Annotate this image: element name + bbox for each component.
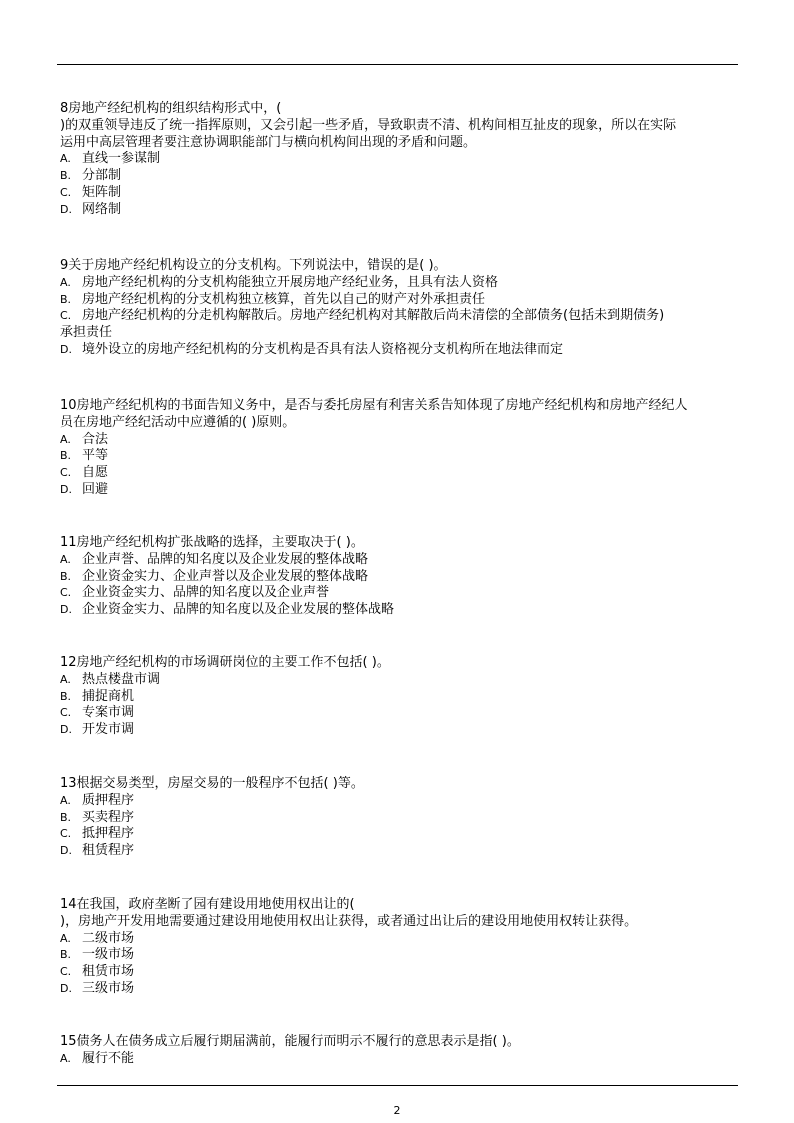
answer-option: [60, 342, 740, 359]
option-text: 抵押程序: [82, 826, 135, 842]
option-text: 直线一参谋制: [82, 151, 161, 167]
answer-option: [60, 448, 740, 465]
option-letter: D.: [60, 202, 72, 216]
answer-option: [60, 465, 740, 482]
option-letter: C.: [60, 827, 72, 841]
question-13: [60, 776, 740, 860]
answer-option: [60, 275, 740, 292]
answer-option: [60, 689, 740, 706]
option-letter: A.: [60, 793, 71, 807]
question-10: [60, 398, 740, 499]
option-text: 租赁程序: [82, 843, 135, 859]
option-text: 网络制: [82, 201, 122, 217]
footer-rule: [57, 1085, 738, 1086]
question-11: [60, 535, 740, 619]
answer-option: [60, 810, 740, 827]
answer-option: [60, 432, 740, 449]
option-text: 企业资金实力、企业声誉以及企业发展的整体战略: [82, 568, 369, 584]
option-letter: D.: [60, 723, 72, 737]
option-letter: A.: [60, 1051, 71, 1065]
option-letter: B.: [60, 169, 72, 183]
option-letter: B.: [60, 292, 72, 306]
answer-option: [60, 308, 740, 325]
question-stem: 13根据交易类型，房屋交易的一般程序不包括( )等。: [60, 776, 364, 791]
option-text: 矩阵制: [82, 184, 122, 200]
option-letter: C.: [60, 706, 72, 720]
option-text: 企业资金实力、品牌的知名度以及企业发展的整体战略: [82, 602, 395, 618]
option-text: 房地产经纪机构的分支机构能独立开展房地产经纪业务，且具有法人资格: [82, 274, 499, 290]
answer-option: [60, 1051, 740, 1068]
answer-option: [60, 964, 740, 981]
question-stem: 9关于房地产经纪机构设立的分支机构。下列说法中，错误的是( )。: [60, 258, 447, 273]
option-text: 买卖程序: [82, 809, 135, 825]
question-stem: 15债务人在债务成立后履行期届满前，能履行而明示不履行的意思表示是指( )。: [60, 1034, 520, 1049]
answer-option: [60, 482, 740, 499]
option-letter: B.: [60, 449, 72, 463]
option-text: 房地产经纪机构的分支机构独立核算，首先以自己的财产对外承担责任: [82, 291, 486, 307]
answer-option: [60, 602, 740, 619]
answer-option: [60, 793, 740, 810]
option-text: 平等: [82, 448, 109, 464]
option-text: 质押程序: [82, 792, 135, 808]
option-text: 分部制: [82, 168, 122, 184]
option-letter: D.: [60, 844, 72, 858]
answer-option: [60, 585, 740, 602]
option-letter: C.: [60, 586, 72, 600]
question-14: [60, 897, 740, 998]
answer-option: [60, 981, 740, 998]
option-text: 热点楼盘市调: [82, 671, 161, 687]
question-stem: 11房地产经纪机构扩张战略的选择，主要取决于( )。: [60, 535, 364, 550]
option-letter: B.: [60, 948, 72, 962]
question-stem: 员在房地产经纪活动中应遵循的( )原则。: [60, 414, 296, 430]
option-letter: B.: [60, 569, 72, 583]
question-12: [60, 655, 740, 739]
answer-option: [60, 672, 740, 689]
answer-option: [60, 552, 740, 569]
answer-option: [60, 947, 740, 964]
question-stem: 14在我国，政府垄断了园有建设用地使用权出让的(: [60, 897, 355, 912]
question-stem: )的双重领导违反了统一指挥原则，又会引起一些矛盾，导致职责不清、机构间相互扯皮的现象，所以在实际: [60, 117, 677, 133]
question-stem: 运用中高层管理者要注意协调职能部门与横向机构间出现的矛盾和问题。: [60, 134, 477, 150]
answer-option: [60, 722, 740, 739]
option-text: 企业资金实力、品牌的知名度以及企业声誉: [82, 585, 330, 601]
option-text: 租赁市场: [82, 964, 135, 980]
answer-option: [60, 931, 740, 948]
page-number: 2: [393, 1104, 401, 1117]
option-text: 履行不能: [82, 1050, 135, 1066]
option-letter: C.: [60, 466, 72, 480]
option-letter: A.: [60, 432, 71, 446]
option-letter: D.: [60, 603, 72, 617]
question-stem: 10房地产经纪机构的书面告知义务中，是否与委托房屋有利害关系告知体现了房地产经纪机构和房地产经纪人: [60, 398, 688, 413]
answer-option: [60, 569, 740, 586]
option-letter: A.: [60, 672, 71, 686]
answer-option: [60, 202, 740, 219]
option-letter: B.: [60, 689, 72, 703]
option-text: 专案市调: [82, 705, 135, 721]
option-letter: A.: [60, 275, 71, 289]
answer-option: [60, 826, 740, 843]
option-letter: A.: [60, 152, 71, 166]
question-stem: )，房地产开发用地需要通过建设用地使用权出让获得，或者通过出让后的建设用地使用权转让获得。: [60, 913, 638, 929]
option-letter: A.: [60, 552, 71, 566]
header-rule: [57, 64, 738, 65]
question-15: [60, 1034, 740, 1068]
question-stem: 12房地产经纪机构的市场调研岗位的主要工作不包括( )。: [60, 655, 390, 670]
question-8: [60, 101, 740, 219]
option-text: 境外设立的房地产经纪机构的分支机构是否具有法人资格视分支机构所在地法律而定: [82, 341, 564, 357]
option-text: 开发市调: [82, 722, 135, 738]
answer-option: [60, 843, 740, 860]
option-letter: C.: [60, 965, 72, 979]
option-text: 三级市场: [82, 980, 135, 996]
answer-option: [60, 705, 740, 722]
question-stem: 8房地产经纪机构的组织结构形式中，(: [60, 101, 282, 116]
question-9: [60, 258, 740, 359]
option-text: 二级市场: [82, 930, 135, 946]
option-letter: D.: [60, 342, 72, 356]
option-text: 自愿: [82, 465, 109, 481]
option-text: 回避: [82, 481, 109, 497]
option-text: 房地产经纪机构的分走机构解散后。房地产经纪机构对其解散后尚未清偿的全部债务(包括未到期债务): [82, 308, 665, 324]
option-letter: A.: [60, 931, 71, 945]
option-letter: D.: [60, 981, 72, 995]
option-text: 捕捉商机: [82, 688, 135, 704]
option-text: 企业声誉、品牌的知名度以及企业发展的整体战略: [82, 551, 369, 567]
option-text: 合法: [82, 431, 109, 447]
option-letter: C.: [60, 185, 72, 199]
option-letter: D.: [60, 482, 72, 496]
option-text-continuation: 承担责任: [60, 325, 113, 341]
answer-option: [60, 151, 740, 168]
option-letter: C.: [60, 309, 72, 323]
answer-option: [60, 292, 740, 309]
option-letter: B.: [60, 810, 72, 824]
answer-option: [60, 185, 740, 202]
answer-option: [60, 168, 740, 185]
option-text: 一级市场: [82, 947, 135, 963]
